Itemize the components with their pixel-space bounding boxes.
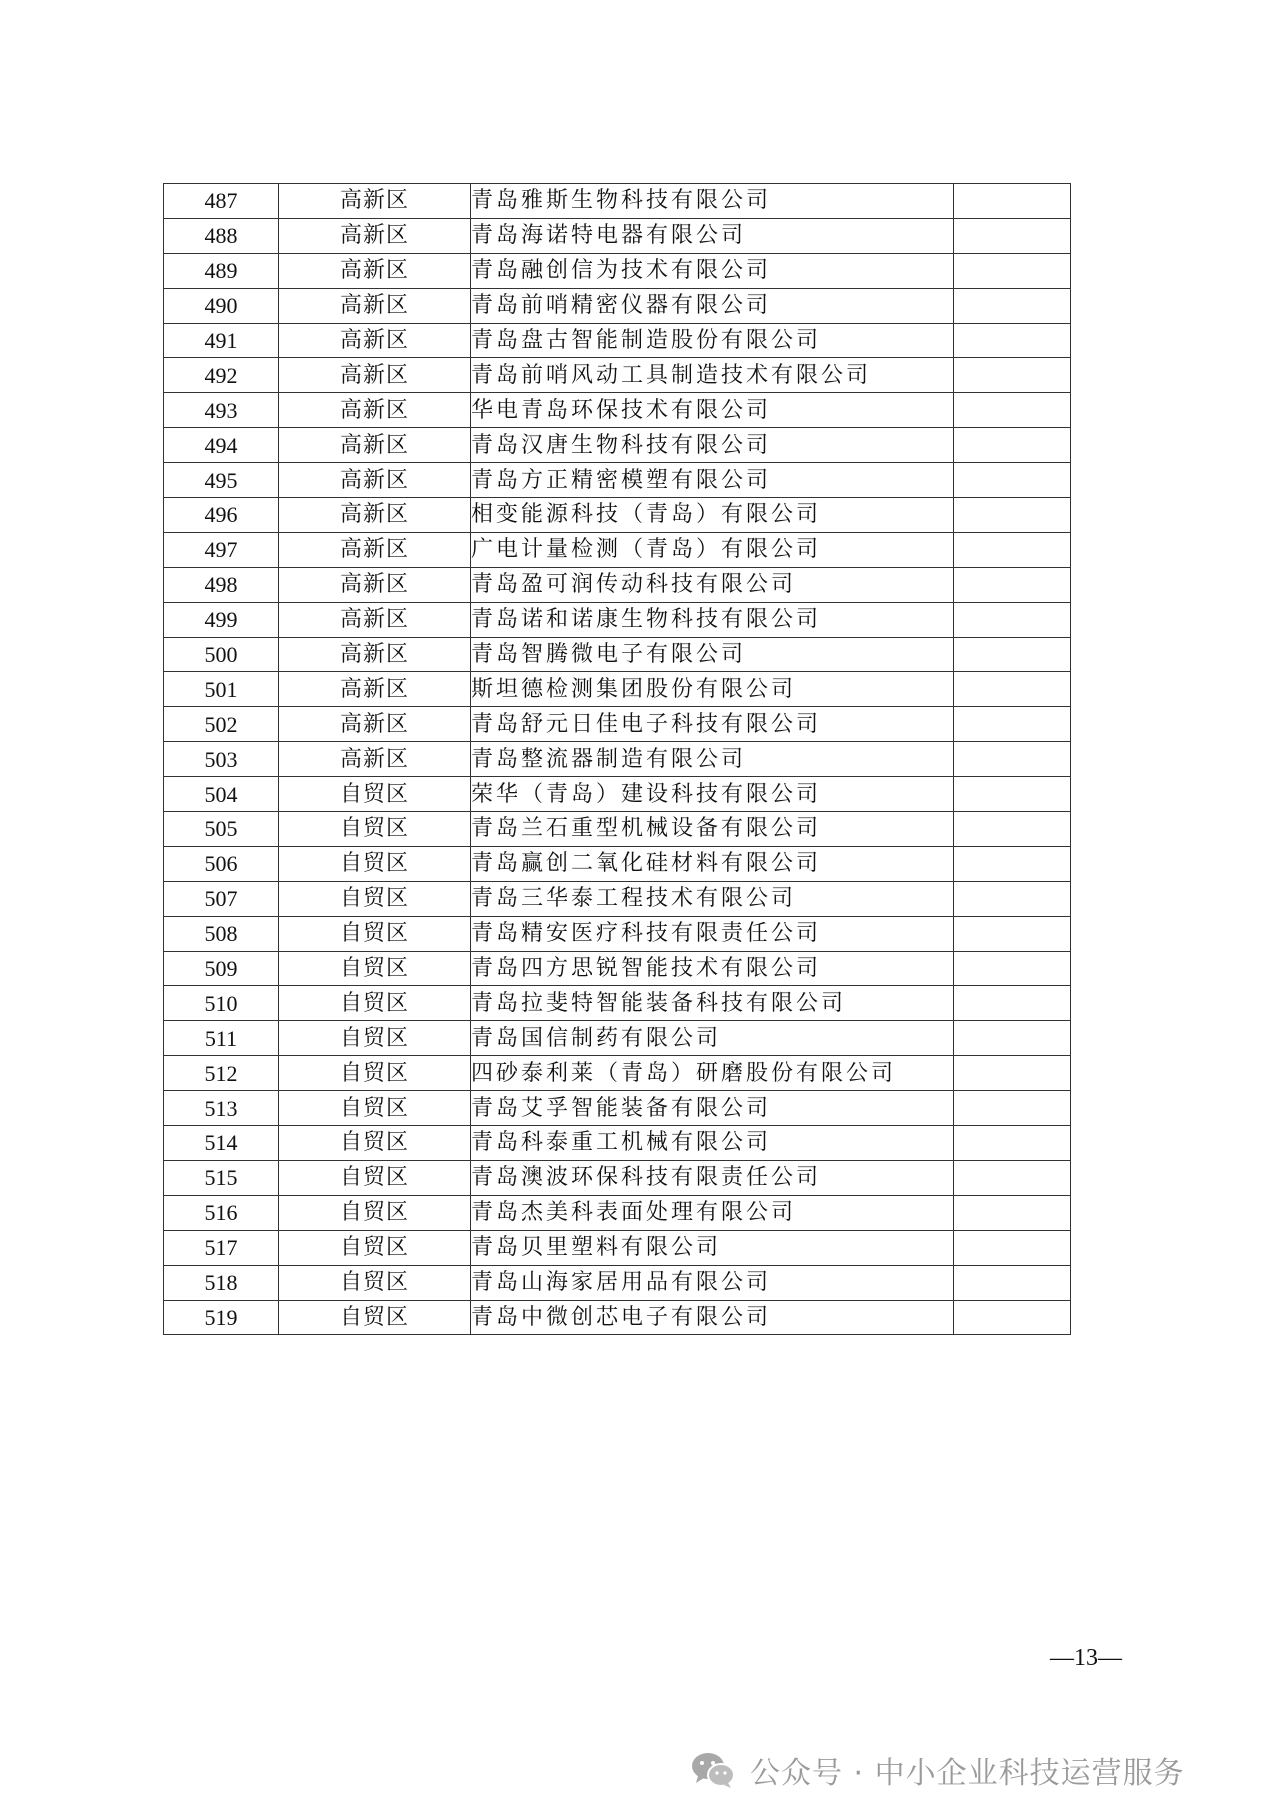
note-cell [954,1126,1071,1161]
district-cell: 自贸区 [279,881,471,916]
district-cell: 高新区 [279,358,471,393]
company-name-cell: 青岛赢创二氧化硅材料有限公司 [471,846,954,881]
note-cell [954,916,1071,951]
wechat-watermark [690,1748,1185,1792]
row-number-cell: 494 [164,428,279,463]
note-cell [954,1056,1071,1091]
table-row [164,1160,1071,1195]
company-name-cell: 青岛拉斐特智能装备科技有限公司 [471,986,954,1021]
table-row [164,951,1071,986]
district-cell: 高新区 [279,323,471,358]
row-number-cell: 516 [164,1195,279,1230]
table-row [164,1091,1071,1126]
row-number-cell: 495 [164,463,279,498]
note-cell [954,881,1071,916]
district-cell: 自贸区 [279,812,471,847]
table-row [164,1265,1071,1300]
row-number-cell: 507 [164,881,279,916]
company-name-cell: 青岛三华泰工程技术有限公司 [471,881,954,916]
note-cell [954,951,1071,986]
district-cell: 自贸区 [279,1230,471,1265]
district-cell: 高新区 [279,288,471,323]
district-cell: 自贸区 [279,1021,471,1056]
note-cell [954,1230,1071,1265]
table-row [164,881,1071,916]
district-cell: 高新区 [279,637,471,672]
table-row [164,184,1071,219]
page-number: —13— [1050,1645,1122,1671]
table-row [164,916,1071,951]
company-name-cell: 青岛杰美科表面处理有限公司 [471,1195,954,1230]
row-number-cell: 518 [164,1265,279,1300]
table-row [164,602,1071,637]
district-cell: 自贸区 [279,1126,471,1161]
table-row [164,637,1071,672]
company-name-cell: 青岛山海家居用品有限公司 [471,1265,954,1300]
district-cell: 自贸区 [279,1265,471,1300]
table-row [164,777,1071,812]
district-cell: 高新区 [279,253,471,288]
company-table [163,183,1071,1335]
table-row [164,288,1071,323]
note-cell [954,532,1071,567]
table-row [164,986,1071,1021]
note-cell [954,184,1071,219]
row-number-cell: 514 [164,1126,279,1161]
company-name-cell: 青岛艾孚智能装备有限公司 [471,1091,954,1126]
row-number-cell: 510 [164,986,279,1021]
district-cell: 高新区 [279,707,471,742]
company-name-cell: 荣华（青岛）建设科技有限公司 [471,777,954,812]
note-cell [954,986,1071,1021]
note-cell [954,602,1071,637]
district-cell: 自贸区 [279,1091,471,1126]
company-name-cell: 华电青岛环保技术有限公司 [471,393,954,428]
table-row [164,323,1071,358]
table-row [164,812,1071,847]
district-cell: 高新区 [279,742,471,777]
company-name-cell: 青岛整流器制造有限公司 [471,742,954,777]
company-name-cell: 青岛雅斯生物科技有限公司 [471,184,954,219]
note-cell [954,1091,1071,1126]
row-number-cell: 487 [164,184,279,219]
company-name-cell: 青岛盈可润传动科技有限公司 [471,567,954,602]
company-name-cell: 广电计量检测（青岛）有限公司 [471,532,954,567]
table-row [164,393,1071,428]
note-cell [954,742,1071,777]
table-row [164,218,1071,253]
company-name-cell: 青岛兰石重型机械设备有限公司 [471,812,954,847]
district-cell: 高新区 [279,498,471,533]
company-name-cell: 青岛舒元日佳电子科技有限公司 [471,707,954,742]
note-cell [954,253,1071,288]
row-number-cell: 500 [164,637,279,672]
row-number-cell: 496 [164,498,279,533]
note-cell [954,846,1071,881]
row-number-cell: 508 [164,916,279,951]
table-row [164,846,1071,881]
company-name-cell: 青岛盘古智能制造股份有限公司 [471,323,954,358]
note-cell [954,1265,1071,1300]
row-number-cell: 498 [164,567,279,602]
row-number-cell: 515 [164,1160,279,1195]
row-number-cell: 501 [164,672,279,707]
note-cell [954,1195,1071,1230]
row-number-cell: 519 [164,1300,279,1335]
note-cell [954,428,1071,463]
note-cell [954,1160,1071,1195]
district-cell: 高新区 [279,602,471,637]
table-row [164,253,1071,288]
row-number-cell: 492 [164,358,279,393]
row-number-cell: 490 [164,288,279,323]
district-cell: 自贸区 [279,1195,471,1230]
note-cell [954,567,1071,602]
district-cell: 自贸区 [279,916,471,951]
row-number-cell: 506 [164,846,279,881]
table-row [164,672,1071,707]
company-name-cell: 青岛汉唐生物科技有限公司 [471,428,954,463]
table-row [164,1230,1071,1265]
district-cell: 高新区 [279,567,471,602]
district-cell: 自贸区 [279,846,471,881]
row-number-cell: 513 [164,1091,279,1126]
watermark-text: 公众号 · 中小企业科技运营服务 [750,1756,1185,1791]
note-cell [954,672,1071,707]
company-name-cell: 青岛贝里塑料有限公司 [471,1230,954,1265]
row-number-cell: 517 [164,1230,279,1265]
row-number-cell: 499 [164,602,279,637]
table-row [164,1126,1071,1161]
table-row [164,532,1071,567]
row-number-cell: 512 [164,1056,279,1091]
district-cell: 自贸区 [279,1160,471,1195]
row-number-cell: 502 [164,707,279,742]
district-cell: 自贸区 [279,777,471,812]
row-number-cell: 509 [164,951,279,986]
table-row [164,707,1071,742]
note-cell [954,777,1071,812]
table-row [164,1300,1071,1335]
note-cell [954,358,1071,393]
company-name-cell: 四砂泰利莱（青岛）研磨股份有限公司 [471,1056,954,1091]
note-cell [954,1021,1071,1056]
note-cell [954,393,1071,428]
row-number-cell: 493 [164,393,279,428]
district-cell: 高新区 [279,463,471,498]
wechat-icon [690,1750,736,1790]
district-cell: 自贸区 [279,1056,471,1091]
company-name-cell: 青岛前哨风动工具制造技术有限公司 [471,358,954,393]
district-cell: 自贸区 [279,1300,471,1335]
district-cell: 高新区 [279,393,471,428]
note-cell [954,498,1071,533]
row-number-cell: 504 [164,777,279,812]
company-name-cell: 青岛海诺特电器有限公司 [471,218,954,253]
note-cell [954,812,1071,847]
district-cell: 高新区 [279,532,471,567]
table-row [164,1021,1071,1056]
company-name-cell: 青岛智腾微电子有限公司 [471,637,954,672]
table-row [164,428,1071,463]
row-number-cell: 503 [164,742,279,777]
company-table-body [164,184,1071,1335]
district-cell: 高新区 [279,184,471,219]
company-name-cell: 青岛融创信为技术有限公司 [471,253,954,288]
district-cell: 自贸区 [279,951,471,986]
company-name-cell: 青岛诺和诺康生物科技有限公司 [471,602,954,637]
note-cell [954,463,1071,498]
district-cell: 高新区 [279,428,471,463]
company-name-cell: 青岛科泰重工机械有限公司 [471,1126,954,1161]
note-cell [954,1300,1071,1335]
company-name-cell: 青岛中微创芯电子有限公司 [471,1300,954,1335]
table-row [164,1195,1071,1230]
company-name-cell: 斯坦德检测集团股份有限公司 [471,672,954,707]
row-number-cell: 491 [164,323,279,358]
company-name-cell: 相变能源科技（青岛）有限公司 [471,498,954,533]
table-row [164,358,1071,393]
district-cell: 自贸区 [279,986,471,1021]
table-row [164,498,1071,533]
company-name-cell: 青岛澳波环保科技有限责任公司 [471,1160,954,1195]
row-number-cell: 497 [164,532,279,567]
note-cell [954,323,1071,358]
table-row [164,463,1071,498]
table-row [164,1056,1071,1091]
row-number-cell: 488 [164,218,279,253]
district-cell: 高新区 [279,672,471,707]
table-row [164,742,1071,777]
table-row [164,567,1071,602]
note-cell [954,637,1071,672]
company-name-cell: 青岛国信制药有限公司 [471,1021,954,1056]
district-cell: 高新区 [279,218,471,253]
company-name-cell: 青岛方正精密模塑有限公司 [471,463,954,498]
row-number-cell: 489 [164,253,279,288]
row-number-cell: 511 [164,1021,279,1056]
company-name-cell: 青岛前哨精密仪器有限公司 [471,288,954,323]
note-cell [954,707,1071,742]
row-number-cell: 505 [164,812,279,847]
note-cell [954,288,1071,323]
note-cell [954,218,1071,253]
company-name-cell: 青岛精安医疗科技有限责任公司 [471,916,954,951]
company-name-cell: 青岛四方思锐智能技术有限公司 [471,951,954,986]
